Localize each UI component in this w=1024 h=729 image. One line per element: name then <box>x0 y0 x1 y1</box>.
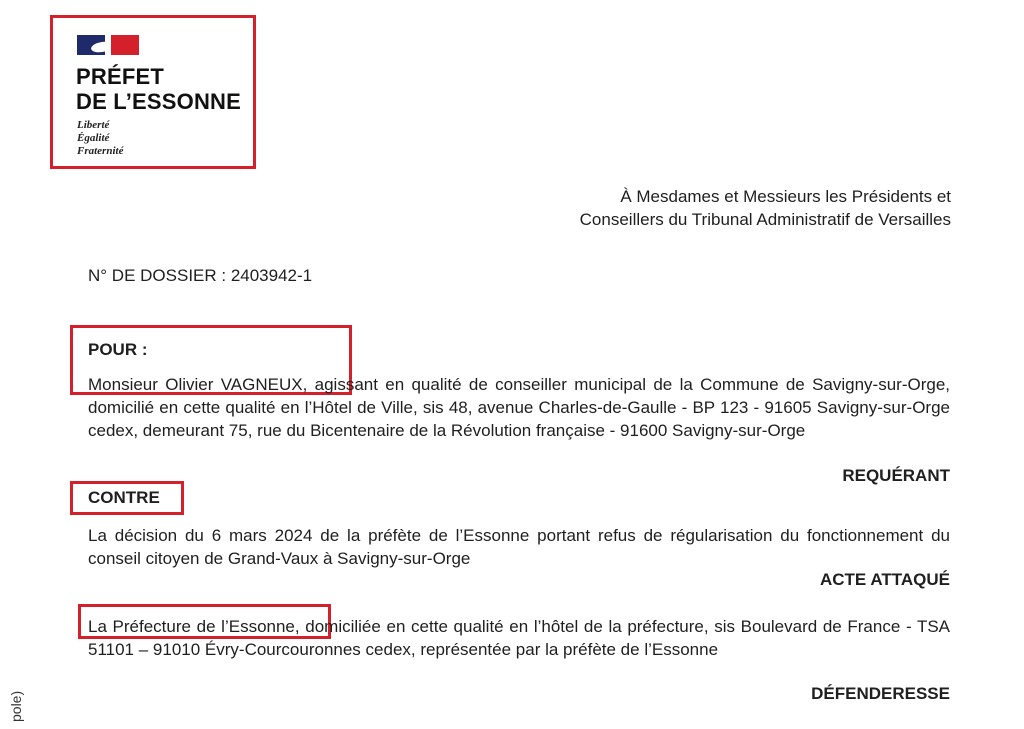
marianne-flag-icon <box>77 35 139 55</box>
defense-paragraph: La Préfecture de l’Essonne, domiciliée en cette qualité en l’hôtel de la préfecture, sis Boulevard de France - TSA 51101 – 91010 Évry-Courcouronnes cedex, représentée par la préfète de l’Essonne <box>88 617 951 659</box>
republic-motto: Liberté Égalité Fraternité <box>77 119 124 157</box>
case-number: N° DE DOSSIER : 2403942-1 <box>88 266 313 285</box>
defendant-name: La Préfecture de l’Essonne <box>88 617 295 636</box>
pour-heading: POUR : <box>88 340 148 359</box>
margin-note: pole) <box>8 690 24 722</box>
prefecture-name: PRÉFET DE L’ESSONNE <box>76 64 241 114</box>
plaintiff-name: Monsieur Olivier VAGNEUX <box>88 375 303 394</box>
prefecture-logo <box>50 15 256 169</box>
pour-paragraph: Monsieur Olivier VAGNEUX, agissant en qualité de conseiller municipal de la Commune de Savigny-sur-Orge, domicilié en cette qualité en l’Hôtel de Ville, sis 48, avenue Charles-de-Gaulle - BP 123 - 91605 Savigny-sur-Orge cedex, demeurant 75, rue du Bicentenaire de la Révolution française - 91600 Savigny-sur-Orge <box>88 375 951 440</box>
contested-act-role: ACTE ATTAQUÉ <box>819 570 950 589</box>
addressee-block <box>580 185 951 231</box>
addressee-line: À Mesdames et Messieurs les Présidents et <box>620 187 951 206</box>
contre-heading: CONTRE <box>88 488 160 507</box>
defendant-role: DÉFENDERESSE <box>811 684 950 703</box>
addressee-line: Conseillers du Tribunal Administratif de Versailles <box>579 210 951 229</box>
plaintiff-role: REQUÉRANT <box>842 466 950 485</box>
contre-paragraph: La décision du 6 mars 2024 de la préfète de l’Essonne portant refus de régularisation du fonctionnement du conseil citoyen de Grand-Vaux à Savigny-sur-Orge <box>88 526 950 568</box>
